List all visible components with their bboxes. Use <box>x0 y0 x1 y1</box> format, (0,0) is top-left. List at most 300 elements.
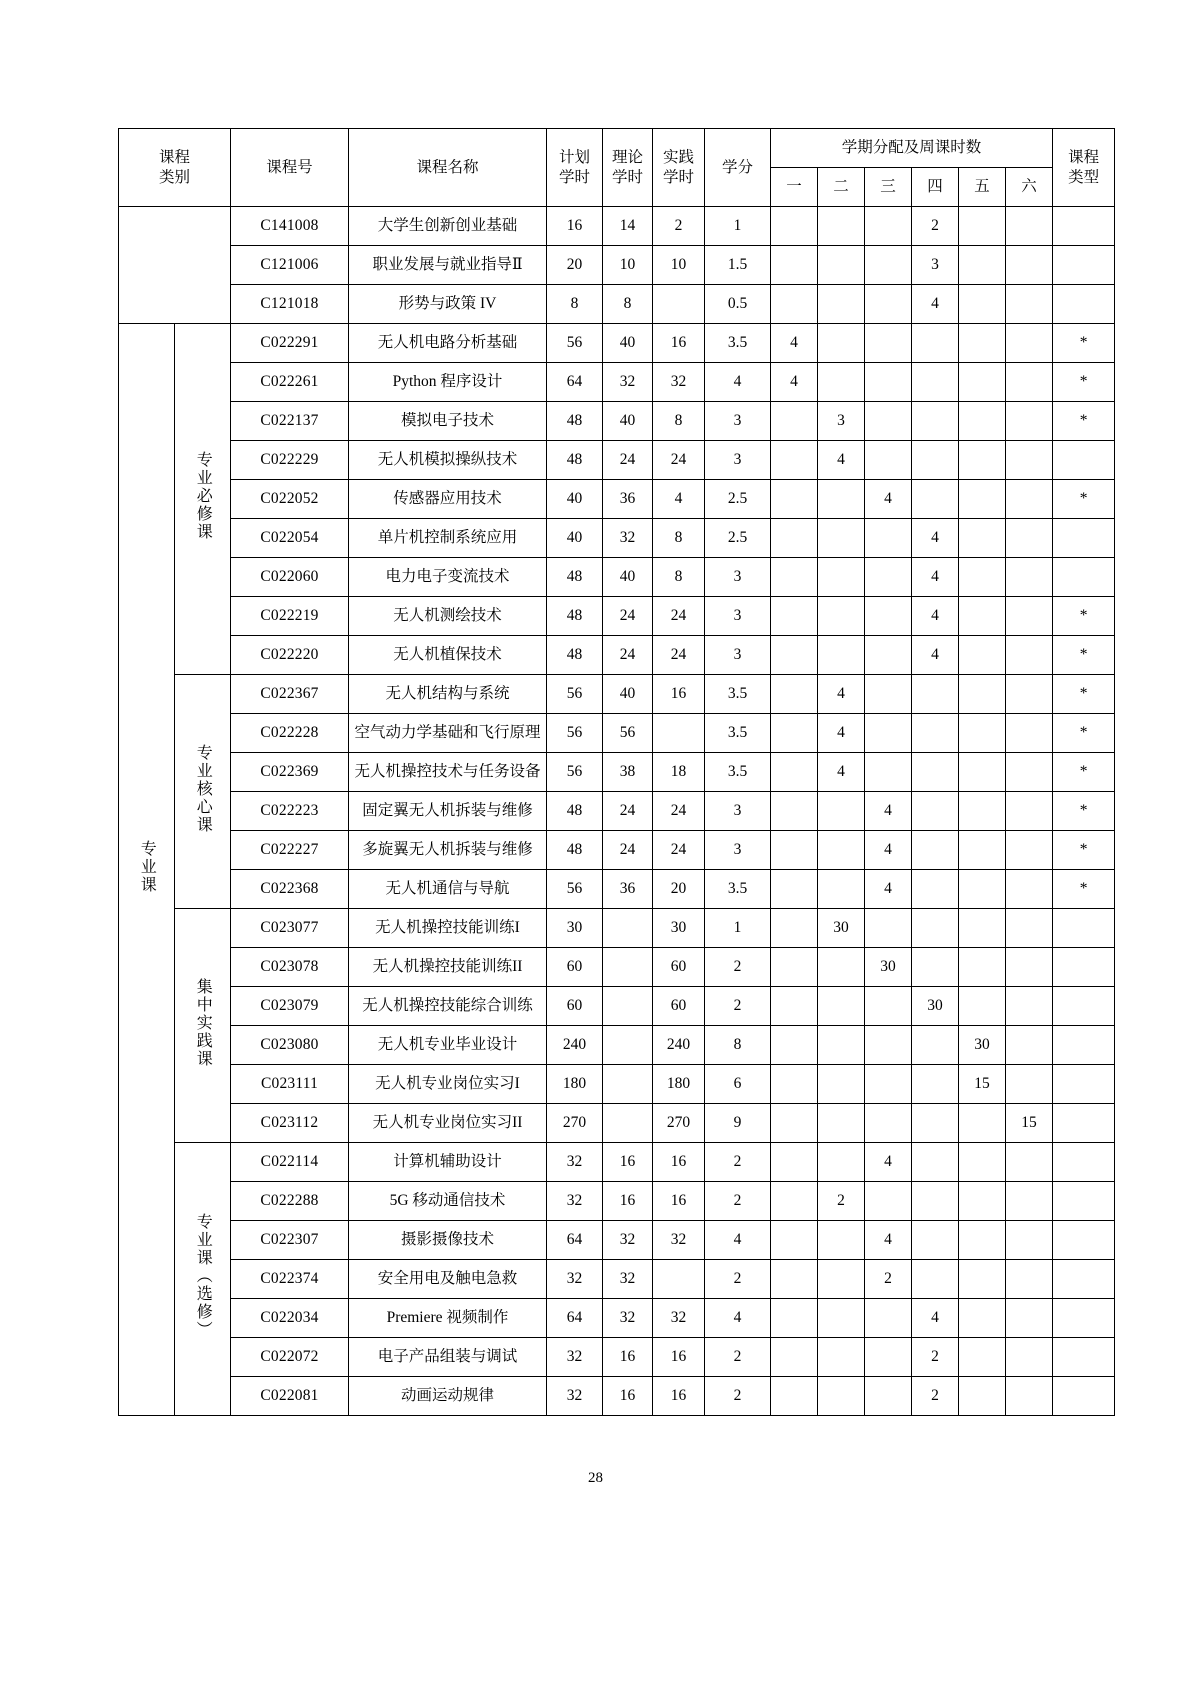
course-type-cell <box>1053 987 1115 1026</box>
course-name-cell: 空气动力学基础和飞行原理 <box>349 714 547 753</box>
semester-4-cell: 2 <box>912 207 959 246</box>
course-name-cell: 无人机操控技术与任务设备 <box>349 753 547 792</box>
course-type-cell <box>1053 1065 1115 1104</box>
credits-cell: 3.5 <box>705 675 771 714</box>
course-name-cell: 单片机控制系统应用 <box>349 519 547 558</box>
theory-hours-cell: 32 <box>603 1299 653 1338</box>
semester-4-cell <box>912 753 959 792</box>
semester-4-cell <box>912 1065 959 1104</box>
table-header <box>119 129 1115 207</box>
plan-hours-cell: 64 <box>547 1221 603 1260</box>
course-type-cell: * <box>1053 870 1115 909</box>
semester-5-cell <box>959 246 1006 285</box>
course-code-cell: C141008 <box>231 207 349 246</box>
semester-1-cell <box>771 519 818 558</box>
course-name-cell: 无人机操控技能综合训练 <box>349 987 547 1026</box>
semester-6-cell <box>1006 1221 1053 1260</box>
plan-hours-cell: 56 <box>547 753 603 792</box>
header-theory-hours-line1: 理论 <box>612 149 644 167</box>
theory-hours-cell: 14 <box>603 207 653 246</box>
semester-6-cell <box>1006 519 1053 558</box>
theory-hours-cell: 16 <box>603 1377 653 1416</box>
semester-3-cell <box>865 909 912 948</box>
course-name-cell: Premiere 视频制作 <box>349 1299 547 1338</box>
semester-5-cell <box>959 1260 1006 1299</box>
course-name-cell: Python 程序设计 <box>349 363 547 402</box>
semester-3-cell <box>865 987 912 1026</box>
semester-4-cell: 4 <box>912 636 959 675</box>
course-name-cell: 动画运动规律 <box>349 1377 547 1416</box>
header-practice-hours-line2: 学时 <box>663 168 695 186</box>
plan-hours-cell: 40 <box>547 480 603 519</box>
semester-6-cell <box>1006 324 1053 363</box>
course-code-cell: C022374 <box>231 1260 349 1299</box>
semester-6-cell <box>1006 636 1053 675</box>
semester-3-cell <box>865 1104 912 1143</box>
semester-4-cell <box>912 1260 959 1299</box>
semester-4-cell: 4 <box>912 519 959 558</box>
plan-hours-cell: 64 <box>547 363 603 402</box>
semester-6-cell <box>1006 246 1053 285</box>
semester-4-cell <box>912 1104 959 1143</box>
semester-1-cell <box>771 636 818 675</box>
semester-4-cell <box>912 792 959 831</box>
semester-5-cell <box>959 753 1006 792</box>
practice-hours-cell <box>653 714 705 753</box>
semester-5-cell <box>959 207 1006 246</box>
header-semester-group: 学期分配及周课时数 <box>771 129 1053 168</box>
course-code-cell: C023078 <box>231 948 349 987</box>
table-row <box>119 948 1115 987</box>
semester-6-cell <box>1006 207 1053 246</box>
table-row <box>119 1377 1115 1416</box>
theory-hours-cell: 40 <box>603 675 653 714</box>
semester-3-cell <box>865 1377 912 1416</box>
semester-3-cell <box>865 1299 912 1338</box>
course-type-cell <box>1053 909 1115 948</box>
semester-1-cell: 4 <box>771 363 818 402</box>
course-code-cell: C022060 <box>231 558 349 597</box>
credits-cell: 3.5 <box>705 324 771 363</box>
course-code-cell: C023112 <box>231 1104 349 1143</box>
theory-hours-cell: 40 <box>603 558 653 597</box>
subcategory-label: 集中实践课 <box>194 977 212 1068</box>
semester-3-cell <box>865 519 912 558</box>
semester-1-cell <box>771 1143 818 1182</box>
header-practice-hours <box>653 129 705 207</box>
semester-1-cell <box>771 285 818 324</box>
semester-3-cell <box>865 1026 912 1065</box>
course-type-cell: * <box>1053 636 1115 675</box>
semester-6-cell <box>1006 363 1053 402</box>
course-plan-table-wrap <box>118 128 1100 1416</box>
header-plan-hours-line1: 计划 <box>559 149 591 167</box>
practice-hours-cell: 16 <box>653 1182 705 1221</box>
practice-hours-cell: 16 <box>653 1143 705 1182</box>
course-name-cell: 电子产品组装与调试 <box>349 1338 547 1377</box>
header-plan-hours-line2: 学时 <box>559 168 591 186</box>
course-code-cell: C022261 <box>231 363 349 402</box>
header-plan-hours <box>547 129 603 207</box>
theory-hours-cell: 40 <box>603 402 653 441</box>
semester-1-cell <box>771 207 818 246</box>
course-code-cell: C023111 <box>231 1065 349 1104</box>
practice-hours-cell: 16 <box>653 1338 705 1377</box>
course-type-cell <box>1053 948 1115 987</box>
semester-3-cell <box>865 402 912 441</box>
semester-2-cell <box>818 831 865 870</box>
semester-5-cell <box>959 402 1006 441</box>
table-row <box>119 831 1115 870</box>
semester-3-cell: 4 <box>865 792 912 831</box>
header-semester-1: 一 <box>771 168 818 207</box>
semester-3-cell: 4 <box>865 1143 912 1182</box>
theory-hours-cell <box>603 1104 653 1143</box>
semester-2-cell: 30 <box>818 909 865 948</box>
semester-5-cell <box>959 1338 1006 1377</box>
practice-hours-cell: 240 <box>653 1026 705 1065</box>
semester-5-cell <box>959 1104 1006 1143</box>
table-row <box>119 1299 1115 1338</box>
course-code-cell: C022288 <box>231 1182 349 1221</box>
semester-4-cell: 4 <box>912 558 959 597</box>
course-type-cell <box>1053 1143 1115 1182</box>
theory-hours-cell <box>603 948 653 987</box>
theory-hours-cell: 24 <box>603 441 653 480</box>
course-name-cell: 无人机通信与导航 <box>349 870 547 909</box>
practice-hours-cell: 60 <box>653 948 705 987</box>
semester-3-cell <box>865 675 912 714</box>
semester-4-cell: 4 <box>912 597 959 636</box>
plan-hours-cell: 56 <box>547 324 603 363</box>
semester-2-cell <box>818 246 865 285</box>
course-name-cell: 5G 移动通信技术 <box>349 1182 547 1221</box>
theory-hours-cell: 32 <box>603 1221 653 1260</box>
credits-cell: 6 <box>705 1065 771 1104</box>
practice-hours-cell <box>653 285 705 324</box>
course-name-cell: 固定翼无人机拆装与维修 <box>349 792 547 831</box>
credits-cell: 2 <box>705 1377 771 1416</box>
course-type-cell: * <box>1053 675 1115 714</box>
semester-2-cell <box>818 948 865 987</box>
semester-6-cell <box>1006 1260 1053 1299</box>
table-row <box>119 519 1115 558</box>
credits-cell: 2 <box>705 987 771 1026</box>
practice-hours-cell: 60 <box>653 987 705 1026</box>
semester-1-cell: 4 <box>771 324 818 363</box>
theory-hours-cell: 56 <box>603 714 653 753</box>
table-row <box>119 207 1115 246</box>
semester-3-cell: 4 <box>865 831 912 870</box>
plan-hours-cell: 16 <box>547 207 603 246</box>
semester-2-cell <box>818 1377 865 1416</box>
semester-4-cell <box>912 363 959 402</box>
course-code-cell: C121018 <box>231 285 349 324</box>
semester-6-cell <box>1006 909 1053 948</box>
semester-1-cell <box>771 1104 818 1143</box>
course-code-cell: C121006 <box>231 246 349 285</box>
course-type-cell <box>1053 1299 1115 1338</box>
credits-cell: 2 <box>705 1182 771 1221</box>
semester-2-cell: 3 <box>818 402 865 441</box>
credits-cell: 1 <box>705 909 771 948</box>
semester-3-cell <box>865 558 912 597</box>
semester-6-cell <box>1006 675 1053 714</box>
course-type-cell <box>1053 441 1115 480</box>
semester-1-cell <box>771 1221 818 1260</box>
course-code-cell: C022223 <box>231 792 349 831</box>
semester-2-cell <box>818 636 865 675</box>
semester-5-cell <box>959 558 1006 597</box>
semester-1-cell <box>771 1377 818 1416</box>
semester-1-cell <box>771 558 818 597</box>
semester-6-cell <box>1006 480 1053 519</box>
course-type-cell <box>1053 246 1115 285</box>
course-type-cell: * <box>1053 402 1115 441</box>
plan-hours-cell: 60 <box>547 948 603 987</box>
practice-hours-cell: 20 <box>653 870 705 909</box>
practice-hours-cell: 18 <box>653 753 705 792</box>
plan-hours-cell: 20 <box>547 246 603 285</box>
practice-hours-cell: 32 <box>653 1299 705 1338</box>
semester-6-cell <box>1006 948 1053 987</box>
semester-6-cell <box>1006 987 1053 1026</box>
course-code-cell: C022291 <box>231 324 349 363</box>
theory-hours-cell: 16 <box>603 1182 653 1221</box>
semester-3-cell <box>865 636 912 675</box>
course-name-cell: 无人机专业岗位实习II <box>349 1104 547 1143</box>
semester-4-cell <box>912 1221 959 1260</box>
semester-5-cell <box>959 792 1006 831</box>
subcategory-cell <box>175 675 231 909</box>
course-name-cell: 模拟电子技术 <box>349 402 547 441</box>
course-name-cell: 无人机电路分析基础 <box>349 324 547 363</box>
course-name-cell: 多旋翼无人机拆装与维修 <box>349 831 547 870</box>
semester-5-cell <box>959 831 1006 870</box>
course-code-cell: C022081 <box>231 1377 349 1416</box>
plan-hours-cell: 32 <box>547 1377 603 1416</box>
practice-hours-cell: 30 <box>653 909 705 948</box>
credits-cell: 3 <box>705 792 771 831</box>
course-code-cell: C022227 <box>231 831 349 870</box>
plan-hours-cell: 48 <box>547 402 603 441</box>
semester-2-cell <box>818 324 865 363</box>
semester-2-cell <box>818 1338 865 1377</box>
plan-hours-cell: 240 <box>547 1026 603 1065</box>
course-name-cell: 职业发展与就业指导Ⅱ <box>349 246 547 285</box>
course-code-cell: C022072 <box>231 1338 349 1377</box>
plan-hours-cell: 48 <box>547 636 603 675</box>
semester-1-cell <box>771 675 818 714</box>
table-row <box>119 402 1115 441</box>
course-code-cell: C022220 <box>231 636 349 675</box>
semester-2-cell <box>818 207 865 246</box>
semester-5-cell: 15 <box>959 1065 1006 1104</box>
semester-1-cell <box>771 480 818 519</box>
semester-4-cell: 2 <box>912 1377 959 1416</box>
table-row <box>119 1065 1115 1104</box>
semester-3-cell: 2 <box>865 1260 912 1299</box>
plan-hours-cell: 48 <box>547 558 603 597</box>
table-row <box>119 792 1115 831</box>
semester-6-cell <box>1006 441 1053 480</box>
course-type-cell: * <box>1053 597 1115 636</box>
table-row <box>119 714 1115 753</box>
semester-3-cell <box>865 714 912 753</box>
plan-hours-cell: 270 <box>547 1104 603 1143</box>
subcategory-label: 专业课（选修） <box>194 1213 212 1340</box>
theory-hours-cell: 38 <box>603 753 653 792</box>
semester-6-cell <box>1006 1143 1053 1182</box>
category-cell <box>119 324 175 1416</box>
table-row <box>119 246 1115 285</box>
semester-4-cell <box>912 675 959 714</box>
semester-6-cell <box>1006 714 1053 753</box>
theory-hours-cell: 8 <box>603 285 653 324</box>
semester-5-cell <box>959 441 1006 480</box>
header-credits: 学分 <box>705 129 771 207</box>
semester-3-cell <box>865 207 912 246</box>
course-code-cell: C022114 <box>231 1143 349 1182</box>
plan-hours-cell: 56 <box>547 870 603 909</box>
semester-2-cell <box>818 1026 865 1065</box>
semester-6-cell <box>1006 792 1053 831</box>
semester-3-cell <box>865 597 912 636</box>
theory-hours-cell: 32 <box>603 519 653 558</box>
table-body <box>119 207 1115 1416</box>
semester-5-cell <box>959 1182 1006 1221</box>
plan-hours-cell: 48 <box>547 831 603 870</box>
plan-hours-cell: 56 <box>547 675 603 714</box>
course-type-cell: * <box>1053 363 1115 402</box>
course-code-cell: C023077 <box>231 909 349 948</box>
practice-hours-cell: 16 <box>653 324 705 363</box>
practice-hours-cell: 24 <box>653 597 705 636</box>
theory-hours-cell <box>603 987 653 1026</box>
theory-hours-cell: 24 <box>603 636 653 675</box>
semester-2-cell: 4 <box>818 441 865 480</box>
header-semester-5: 五 <box>959 168 1006 207</box>
plan-hours-cell: 8 <box>547 285 603 324</box>
practice-hours-cell: 24 <box>653 636 705 675</box>
semester-2-cell <box>818 870 865 909</box>
semester-6-cell <box>1006 753 1053 792</box>
semester-5-cell <box>959 324 1006 363</box>
semester-3-cell <box>865 1182 912 1221</box>
semester-1-cell <box>771 948 818 987</box>
course-code-cell: C022229 <box>231 441 349 480</box>
semester-3-cell <box>865 324 912 363</box>
semester-1-cell <box>771 792 818 831</box>
plan-hours-cell: 40 <box>547 519 603 558</box>
credits-cell: 1.5 <box>705 246 771 285</box>
credits-cell: 2 <box>705 948 771 987</box>
table-row <box>119 441 1115 480</box>
practice-hours-cell: 2 <box>653 207 705 246</box>
semester-2-cell <box>818 480 865 519</box>
semester-4-cell: 30 <box>912 987 959 1026</box>
plan-hours-cell: 32 <box>547 1143 603 1182</box>
semester-3-cell <box>865 285 912 324</box>
table-row <box>119 1143 1115 1182</box>
course-type-cell <box>1053 1104 1115 1143</box>
course-code-cell: C022052 <box>231 480 349 519</box>
semester-2-cell <box>818 558 865 597</box>
semester-3-cell <box>865 246 912 285</box>
theory-hours-cell: 40 <box>603 324 653 363</box>
semester-4-cell <box>912 1026 959 1065</box>
course-name-cell: 摄影摄像技术 <box>349 1221 547 1260</box>
table-row <box>119 1182 1115 1221</box>
semester-6-cell: 15 <box>1006 1104 1053 1143</box>
semester-4-cell <box>912 441 959 480</box>
semester-2-cell: 4 <box>818 675 865 714</box>
theory-hours-cell: 16 <box>603 1338 653 1377</box>
course-code-cell: C022368 <box>231 870 349 909</box>
course-name-cell: 无人机测绘技术 <box>349 597 547 636</box>
course-code-cell: C022054 <box>231 519 349 558</box>
semester-4-cell: 3 <box>912 246 959 285</box>
practice-hours-cell: 16 <box>653 675 705 714</box>
practice-hours-cell: 270 <box>653 1104 705 1143</box>
semester-3-cell <box>865 441 912 480</box>
course-name-cell: 传感器应用技术 <box>349 480 547 519</box>
table-row <box>119 987 1115 1026</box>
table-row <box>119 870 1115 909</box>
semester-1-cell <box>771 1065 818 1104</box>
semester-3-cell: 30 <box>865 948 912 987</box>
semester-2-cell <box>818 1221 865 1260</box>
semester-1-cell <box>771 1338 818 1377</box>
course-name-cell: 无人机模拟操纵技术 <box>349 441 547 480</box>
course-type-cell <box>1053 1182 1115 1221</box>
credits-cell: 9 <box>705 1104 771 1143</box>
semester-6-cell <box>1006 870 1053 909</box>
header-practice-hours-line1: 实践 <box>663 149 695 167</box>
course-name-cell: 无人机操控技能训练I <box>349 909 547 948</box>
header-semester-4: 四 <box>912 168 959 207</box>
semester-3-cell <box>865 753 912 792</box>
course-code-cell: C022034 <box>231 1299 349 1338</box>
semester-4-cell <box>912 480 959 519</box>
semester-4-cell <box>912 948 959 987</box>
semester-2-cell: 4 <box>818 753 865 792</box>
table-row <box>119 1221 1115 1260</box>
theory-hours-cell: 24 <box>603 792 653 831</box>
table-row <box>119 285 1115 324</box>
course-type-cell <box>1053 1221 1115 1260</box>
credits-cell: 2 <box>705 1260 771 1299</box>
course-type-cell <box>1053 519 1115 558</box>
table-row <box>119 636 1115 675</box>
table-row <box>119 675 1115 714</box>
plan-hours-cell: 56 <box>547 714 603 753</box>
table-row <box>119 909 1115 948</box>
credits-cell: 4 <box>705 1299 771 1338</box>
semester-2-cell <box>818 1104 865 1143</box>
semester-5-cell <box>959 870 1006 909</box>
semester-4-cell <box>912 909 959 948</box>
semester-6-cell <box>1006 1299 1053 1338</box>
semester-2-cell <box>818 1299 865 1338</box>
semester-1-cell <box>771 714 818 753</box>
table-row <box>119 363 1115 402</box>
course-code-cell: C022228 <box>231 714 349 753</box>
practice-hours-cell: 8 <box>653 558 705 597</box>
plan-hours-cell: 32 <box>547 1182 603 1221</box>
semester-4-cell: 2 <box>912 1338 959 1377</box>
semester-2-cell <box>818 597 865 636</box>
